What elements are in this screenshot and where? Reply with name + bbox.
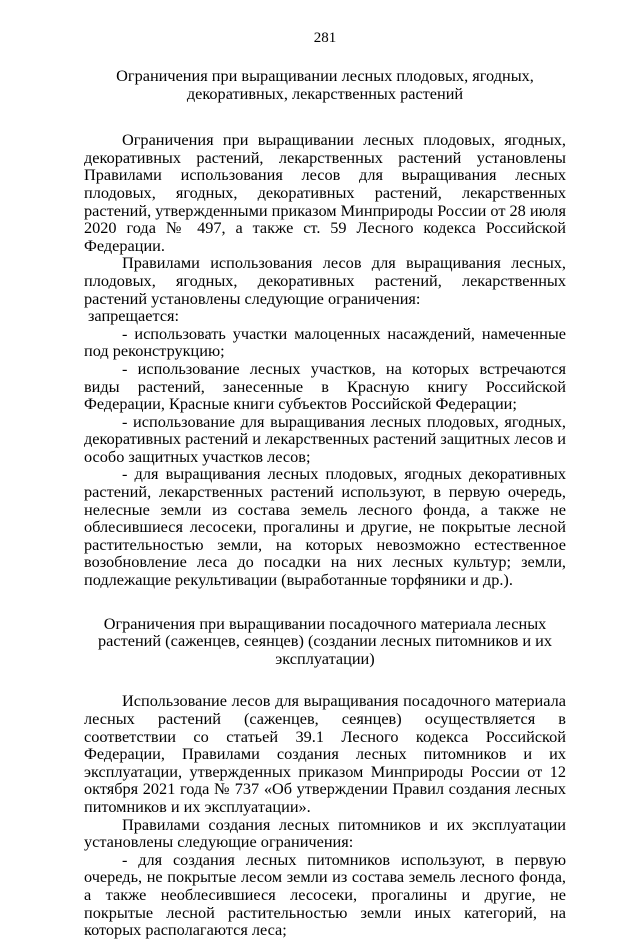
list-item-3: - использование для выращивания лесных плодовых, ягодных, декоративных растений и лекарственных растений защитных лесов и особо защитных участков лесов; [84,411,566,466]
paragraph-nursery-intro: Использование лесов для выращивания посадочного материала лесных растений (саженцев, сеянцев) осуществляется в соответствии со статьей 39.1 Лесного кодекса Российской Федерации, Правилами создания лесных питомников и их эксплуатации, утвержденных приказом Минприроды России от 12 октября 2021 года № 737 «Об утверждении Правил создания лесных питомников и их эксплуатации». [84,691,566,816]
paragraph-intro: Ограничения при выращивании лесных плодовых, ягодных, декоративных растений, лекарственных растений установлены Правилами использования лесов для выращивания лесных плодовых, ягодных, декоративных растений, лекарственных растений, утвержденными приказом Минприроды России от 28 июля 2020 года № 497, а также ст. 59 Лесного кодекса Российской Федерации. [84,130,566,255]
section-heading-2: Ограничения при выращивании посадочного материала лесных растений (саженцев, сеянцев) (создании лесных питомников и их эксплуатации) [98,613,552,668]
list-item-nursery-1: - для создания лесных питомников используют, в первую очередь, не покрытые лесом земли из состава земель лесного фонда, а также необлесившиеся лесосеки, прогалины и другие, не покрытые лесной растительностью земли иных категорий, на которых располагаются леса; [84,849,566,939]
page-number: 281 [313,30,337,46]
list-item-2: - использование лесных участков, на которых встречаются виды растений, занесенные в Красную книгу Российской Федерации, Красные книги субъектов Российской Федерации; [84,358,566,414]
paragraph-nursery-rules: Правилами создания лесных питомников и их эксплуатации установлены следующие ограничения: [84,814,566,852]
paragraph-rules-intro: Правилами использования лесов для выращивания лесных, плодовых, ягодных, декоративных растений, лекарственных растений установлены следующие ограничения: [84,253,566,308]
list-item-4: - для выращивания лесных плодовых, ягодных декоративных растений, лекарственных растений используют, в первую очередь, нелесные земли из состава земель лесного фонда, а также не облесившиеся лесосеки, прогалины и другие, не покрытые лесной растительностью земли, на которых невозможно естественное возобновление леса до посадки на них лесных культур; земли, подлежащие рекультивации (выработанные торфяники и др.). [84,464,566,590]
paragraph-prohibited-label: запрещается: [88,306,180,326]
section-heading-1: Ограничения при выращивании лесных плодовых, ягодных, декоративных, лекарственных растений [116,66,534,103]
list-item-1: - использовать участки малоценных насаждений, намеченные под реконструкцию; [84,323,566,361]
